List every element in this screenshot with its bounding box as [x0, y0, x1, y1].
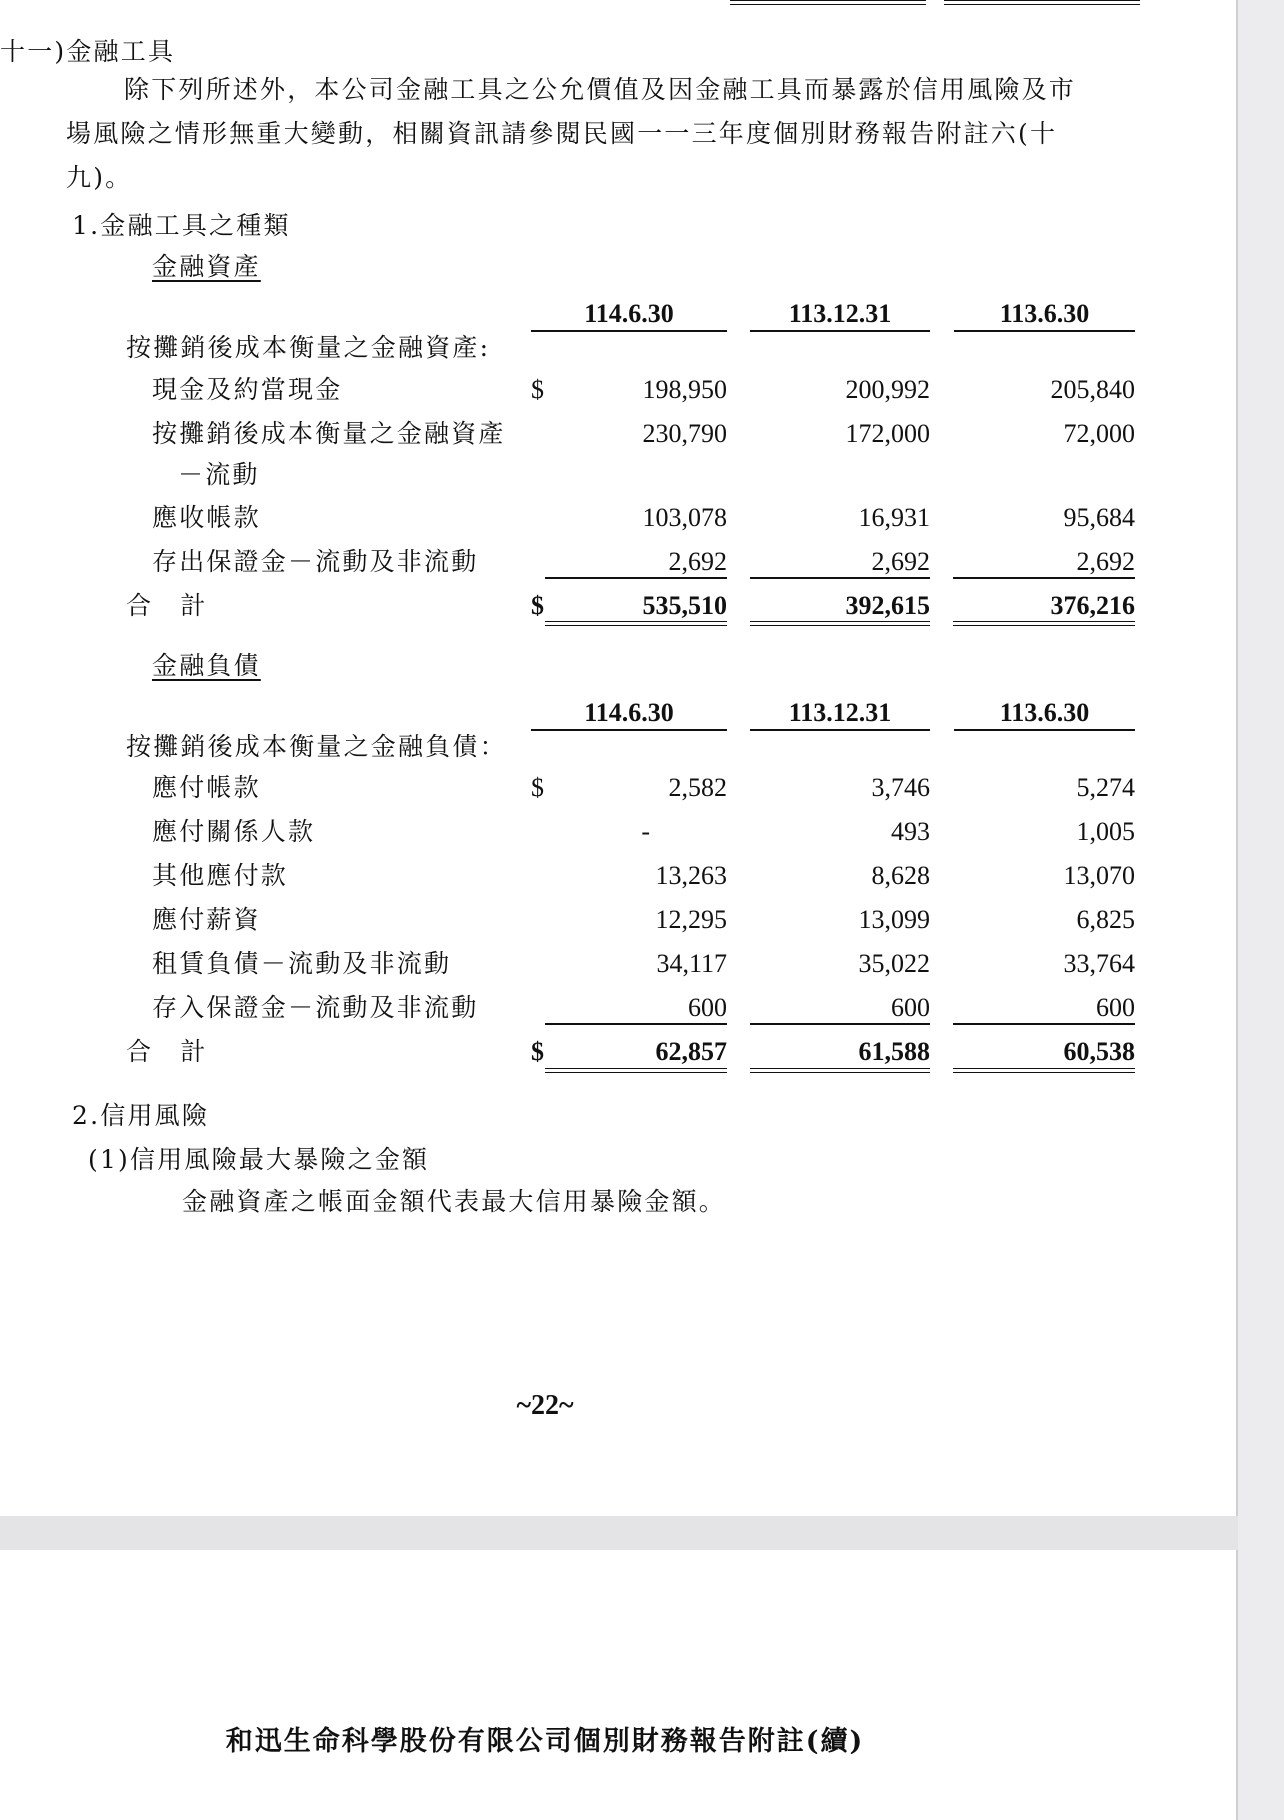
total-double-rule	[953, 1068, 1135, 1073]
asset-value: 95,684	[1063, 503, 1135, 532]
assets-total-label: 合 計	[126, 591, 208, 620]
header-rule	[750, 330, 930, 332]
asset-value: 205,840	[1050, 375, 1135, 404]
header-rule	[750, 729, 930, 731]
liability-value: 13,070	[1063, 861, 1135, 890]
liabilities-total-label: 合 計	[126, 1037, 208, 1066]
asset-value: 2,692	[871, 547, 930, 576]
header-rule	[954, 330, 1135, 332]
asset-row-label: 現金及約當現金	[152, 375, 343, 404]
liability-value: 3,746	[871, 773, 930, 802]
asset-value: 2,692	[668, 547, 727, 576]
asset-row-label: 按攤銷後成本衡量之金融資產	[152, 419, 506, 448]
subtotal-rule	[953, 577, 1135, 579]
asset-row-label: 存出保證金－流動及非流動	[152, 547, 479, 576]
total-double-rule	[545, 621, 727, 626]
intro-line-3: 九)。	[66, 163, 133, 192]
asset-value: 200,992	[845, 375, 930, 404]
liability-value: 2,582	[668, 773, 727, 802]
assets-total-value: 392,615	[845, 591, 930, 620]
currency-symbol: $	[531, 375, 544, 404]
types-heading: 1.金融工具之種類	[72, 211, 291, 240]
currency-symbol: $	[531, 1037, 544, 1066]
liability-value: 1,005	[1076, 817, 1135, 846]
liability-value: 12,295	[655, 905, 727, 934]
header-rule	[954, 729, 1135, 731]
credit-risk-text: 金融資產之帳面金額代表最大信用暴險金額。	[182, 1187, 727, 1216]
asset-row-label-cont: －流動	[178, 460, 260, 489]
next-page-title: 和迅生命科學股份有限公司個別財務報告附註(續)	[225, 1726, 865, 1757]
liability-row-label: 應付關係人款	[152, 817, 316, 846]
liability-value: 6,825	[1076, 905, 1135, 934]
subtotal-rule	[750, 1023, 930, 1025]
column-header-3: 113.6.30	[999, 698, 1090, 727]
liability-value: 34,117	[656, 949, 727, 978]
clipped-double-rule	[730, 0, 926, 5]
column-header-1: 114.6.30	[584, 698, 674, 727]
asset-row-label: 應收帳款	[152, 503, 261, 532]
header-rule	[531, 729, 727, 731]
liability-row-label: 應付帳款	[152, 773, 261, 802]
viewer-background-strip	[1238, 0, 1284, 1820]
liabilities-total-value: 60,538	[1063, 1037, 1135, 1066]
liabilities-title: 金融負債	[152, 651, 261, 680]
liability-value: 13,263	[655, 861, 727, 890]
liability-row-label: 應付薪資	[152, 905, 261, 934]
liabilities-group-label: 按攤銷後成本衡量之金融負債：	[126, 732, 507, 761]
total-double-rule	[953, 621, 1135, 626]
column-header-1: 114.6.30	[584, 299, 674, 328]
subtotal-rule	[545, 1023, 727, 1025]
currency-symbol: $	[531, 591, 544, 620]
currency-symbol: $	[531, 773, 544, 802]
column-header-3: 113.6.30	[999, 299, 1090, 328]
liability-value: 33,764	[1063, 949, 1135, 978]
assets-group-label: 按攤銷後成本衡量之金融資產:	[126, 333, 491, 362]
total-double-rule	[545, 1068, 727, 1073]
subtotal-rule	[953, 1023, 1135, 1025]
liability-value: 493	[891, 817, 930, 846]
liability-value: 8,628	[871, 861, 930, 890]
section-heading: 十一)金融工具	[0, 37, 176, 66]
subtotal-rule	[750, 577, 930, 579]
liability-value: -	[641, 817, 650, 846]
column-header-2: 113.12.31	[788, 299, 892, 328]
liability-value: 600	[688, 993, 727, 1022]
column-header-2: 113.12.31	[788, 698, 892, 727]
liability-row-label: 其他應付款	[152, 861, 289, 890]
asset-value: 103,078	[642, 503, 727, 532]
asset-value: 198,950	[642, 375, 727, 404]
credit-risk-subheading: (1)信用風險最大暴險之金額	[88, 1145, 430, 1174]
page-number: ~22~	[516, 1390, 574, 1421]
liability-value: 600	[891, 993, 930, 1022]
asset-value: 230,790	[642, 419, 727, 448]
assets-total-value: 535,510	[642, 591, 727, 620]
liability-value: 13,099	[858, 905, 930, 934]
liability-row-label: 存入保證金－流動及非流動	[152, 993, 479, 1022]
intro-line-1: 除下列所述外，本公司金融工具之公允價值及因金融工具而暴露於信用風險及市	[124, 75, 1077, 104]
liability-value: 35,022	[858, 949, 930, 978]
asset-value: 72,000	[1063, 419, 1135, 448]
subtotal-rule	[545, 577, 727, 579]
clipped-double-rule	[944, 0, 1140, 5]
asset-value: 16,931	[858, 503, 930, 532]
total-double-rule	[750, 621, 930, 626]
header-rule	[531, 330, 727, 332]
liability-value: 600	[1096, 993, 1135, 1022]
liabilities-total-value: 62,857	[655, 1037, 727, 1066]
assets-title: 金融資產	[152, 252, 261, 281]
liability-row-label: 租賃負債－流動及非流動	[152, 949, 452, 978]
asset-value: 2,692	[1076, 547, 1135, 576]
liabilities-total-value: 61,588	[858, 1037, 930, 1066]
credit-risk-heading: 2.信用風險	[72, 1101, 210, 1130]
total-double-rule	[750, 1068, 930, 1073]
assets-total-value: 376,216	[1050, 591, 1135, 620]
liability-value: 5,274	[1076, 773, 1135, 802]
intro-line-2: 場風險之情形無重大變動，相關資訊請參閱民國一一三年度個別財務報告附註六(十	[66, 119, 1058, 148]
next-document-page	[0, 1550, 1238, 1820]
asset-value: 172,000	[845, 419, 930, 448]
